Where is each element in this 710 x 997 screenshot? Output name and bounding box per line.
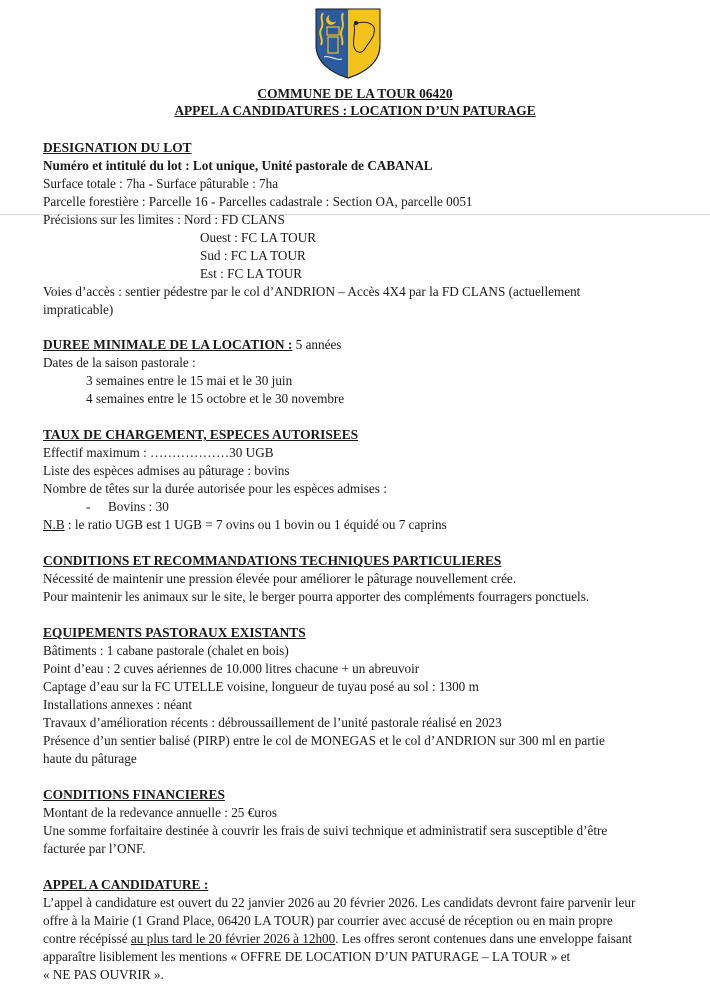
nb-line: [43, 516, 447, 534]
periode-1: 3 semaines entre le 15 mai et le 30 juin: [86, 373, 293, 388]
sentier-text: Présence d’un sentier balisé (PIRP) entre le col de MONEGAS et le col d’ANDRION sur 300 ml en partie: [43, 733, 605, 748]
section-heading-designation: DESIGNATION DU LOT: [43, 140, 192, 155]
section-heading-taux: TAUX DE CHARGEMENT, ESPECES AUTORISEES: [43, 427, 359, 442]
dates-label: Dates de la saison pastorale :: [43, 355, 196, 370]
surface-text: Surface totale : 7ha - Surface pâturable : 7ha: [43, 176, 279, 191]
point-eau-text: Point d’eau : 2 cuves aériennes de 10.000 litres chacune + un abreuvoir: [43, 661, 420, 676]
redevance-text: Montant de la redevance annuelle : 25 €uros: [43, 805, 277, 820]
appel-line-3: [43, 930, 632, 948]
section-heading-appel: APPEL A CANDIDATURE :: [43, 877, 209, 892]
nombre-text: Nombre de têtes sur la durée autorisée pour les espèces admises :: [43, 481, 387, 496]
commune-title: COMMUNE DE LA TOUR 06420: [257, 86, 453, 101]
appel-line-3-post: . Les offres seront contenues dans une enveloppe faisant: [335, 931, 632, 946]
lot-title: Numéro et intitulé du lot : Lot unique, Unité pastorale de CABANAL: [43, 158, 433, 173]
forfait-text: Une somme forfaitaire destinée à couvrir les frais de suivi technique et administratif sera susceptible d’être: [43, 823, 608, 838]
appel-line-3-pre: contre récépissé: [43, 931, 131, 946]
duree-value: 5 années: [292, 337, 342, 352]
captage-text: Captage d’eau sur la FC UTELLE voisine, longueur de tuyau posé au sol : 1300 m: [43, 679, 479, 694]
bullet-dash: -: [86, 499, 91, 514]
section-heading-financieres: CONDITIONS FINANCIERES: [43, 787, 225, 802]
appel-line-5: « NE PAS OUVRIR ».: [43, 967, 164, 982]
installations-text: Installations annexes : néant: [43, 697, 193, 712]
section-heading-conditions-techniques: CONDITIONS ET RECOMMANDATIONS TECHNIQUES PARTICULIERES: [43, 553, 502, 568]
nb-label: N.B: [43, 517, 65, 532]
batiments-text: Bâtiments : 1 cabane pastorale (chalet en bois): [43, 643, 289, 658]
sentier-text-cont: haute du pâturage: [43, 751, 137, 766]
conditions-line-2: Pour maintenir les animaux sur le site, le berger pourra apporter des compléments fourragers ponctuels.: [43, 589, 590, 604]
nb-text: : le ratio UGB est 1 UGB = 7 ovins ou 1 bovin ou 1 équidé ou 7 caprins: [64, 517, 447, 532]
limites-est: Est : FC LA TOUR: [200, 266, 303, 281]
periode-2: 4 semaines entre le 15 octobre et le 30 novembre: [86, 391, 345, 406]
section-heading-equipements: EQUIPEMENTS PASTORAUX EXISTANTS: [43, 625, 306, 640]
especes-text: Liste des espèces admises au pâturage : bovins: [43, 463, 290, 478]
appel-line-2: offre à la Mairie (1 Grand Place, 06420 LA TOUR) par courrier avec accusé de réception ou en main propre: [43, 913, 613, 928]
acces-text: Voies d’accès : sentier pédestre par le col d’ANDRION – Accès 4X4 par la FD CLANS (actuellement: [43, 284, 581, 299]
document-title: APPEL A CANDIDATURES : LOCATION D’UN PATURAGE: [174, 103, 536, 118]
conditions-line-1: Nécessité de maintenir une pression élevée pour améliorer le pâturage nouvellement crée.: [43, 571, 517, 586]
effectif-text: Effectif maximum : ………………30 UGB: [43, 445, 274, 460]
forfait-text-cont: facturée par l’ONF.: [43, 841, 146, 856]
coat-of-arms-icon: [314, 7, 382, 79]
limites-ouest: Ouest : FC LA TOUR: [200, 230, 317, 245]
deadline-text: au plus tard le 20 février 2026 à 12h00: [130, 931, 336, 946]
parcelle-text: Parcelle forestière : Parcelle 16 - Parcelles cadastrale : Section OA, parcelle 0051: [43, 194, 473, 209]
bovins-text: Bovins : 30: [108, 499, 169, 514]
limites-nord: Précisions sur les limites : Nord : FD CLANS: [43, 212, 285, 227]
acces-text-cont: impraticable): [43, 302, 114, 317]
appel-line-1: L’appel à candidature est ouvert du 22 janvier 2026 au 20 février 2026. Les candidats devront faire parvenir leur: [43, 895, 636, 910]
appel-line-4: apparaître lisiblement les mentions « OFFRE DE LOCATION D’UN PATURAGE – LA TOUR » et: [43, 949, 571, 964]
limites-sud: Sud : FC LA TOUR: [200, 248, 306, 263]
section-heading-duree: DUREE MINIMALE DE LA LOCATION :: [43, 337, 293, 352]
travaux-text: Travaux d’amélioration récents : débroussaillement de l’unité pastorale réalisé en 2023: [43, 715, 502, 730]
duree-line: [43, 336, 341, 354]
